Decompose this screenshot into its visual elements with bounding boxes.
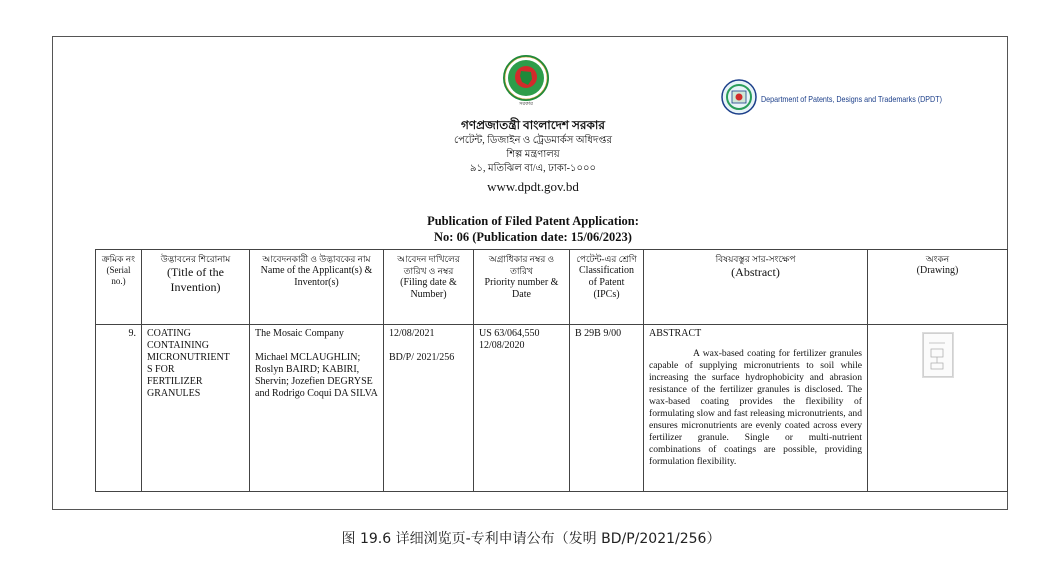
- seal-label: সরকার: [519, 102, 533, 107]
- header-filing: আবেদন দাখিলের তারিখ ও নম্বর (Filing date & Number): [384, 250, 474, 325]
- office-address: ৯১, মতিঝিল বা/এ, ঢাকা-১০০০: [470, 163, 596, 174]
- header-priority: অগ্রাধিকার নম্বর ও তারিখ Priority number & Date: [474, 250, 570, 325]
- inventor-names: Michael MCLAUGHLIN; Roslyn BAIRD; KABIRI, Shervin; Jozefien DEGRYSE and Rodrigo Coqui DA SILVA: [255, 352, 378, 399]
- table-row: [96, 325, 1008, 492]
- priority-date: 12/08/2020: [479, 340, 525, 351]
- serial-number: 9.: [96, 325, 142, 492]
- dpdt-name: Department of Patents, Designs and Trademarks (DPDT): [761, 94, 942, 104]
- abstract-heading: ABSTRACT: [649, 328, 702, 339]
- filing-number: BD/P/ 2021/256: [389, 352, 455, 363]
- filing-date: 12/08/2021: [389, 328, 435, 339]
- abstract-text: A wax-based coating for fertilizer granules capable of supplying micronutrients to soil while increasing the surface hydrophobicity and abrasion resistance of the fertilizer granules is disclosed. The wax-based coating provides the flexibility of formulating slow and fast releasing micronutrients, and ensures micronutrients are evenly coated across every fertilizer granule. Single or multi-nutrient combinations of coatings are possible, providing formulation flexibility.: [649, 348, 862, 467]
- header-ipc: পেটেন্ট-এর শ্রেণি Classification of Patent (IPCs): [570, 250, 644, 325]
- drawing-cell: [868, 325, 1008, 492]
- invention-title: COATING CONTAINING MICRONUTRIENT S FOR FERTILIZER GRANULES: [142, 325, 250, 492]
- abstract-cell: [644, 325, 868, 492]
- dpdt-logo-icon: [721, 79, 757, 115]
- website-url: www.dpdt.gov.bd: [487, 179, 579, 194]
- header-title: উদ্ভাবনের শিরোনাম (Title of the Invention): [142, 250, 250, 325]
- drawing-thumbnail-icon[interactable]: [922, 332, 954, 378]
- header-drawing: অংকন (Drawing): [868, 250, 1008, 325]
- header-abstract: বিষয়বস্তুর সার-সংক্ষেপ (Abstract): [644, 250, 868, 325]
- publication-heading: [353, 213, 713, 245]
- bangladesh-government-seal-icon: [503, 55, 549, 101]
- priority-info: [474, 325, 570, 492]
- header-serial: ক্রমিক নং (Serial no.): [96, 250, 142, 325]
- office-name: পেটেন্ট, ডিজাইন ও ট্রেডমার্কস অধিদপ্তর: [454, 135, 612, 146]
- patent-table: [95, 249, 1008, 492]
- applicant-name: The Mosaic Company: [255, 328, 344, 339]
- publication-line-1: Publication of Filed Patent Application:: [427, 214, 639, 228]
- document-page: [52, 36, 1008, 510]
- table-header-row: [96, 250, 1008, 325]
- publication-line-2: No: 06 (Publication date: 15/06/2023): [434, 230, 632, 244]
- ipc-classification: B 29B 9/00: [570, 325, 644, 492]
- header-applicant: আবেদনকারী ও উদ্ভাবকের নাম Name of the Applicant(s) & Inventor(s): [250, 250, 384, 325]
- priority-number: US 63/064,550: [479, 328, 540, 339]
- government-header: [383, 117, 683, 196]
- ministry-name: শিল্প মন্ত্রণালয়: [506, 149, 560, 160]
- applicant-inventors: [250, 325, 384, 492]
- government-title: গণপ্রজাতন্ত্রী বাংলাদেশ সরকার: [460, 118, 606, 132]
- filing-info: [384, 325, 474, 492]
- figure-caption: 图 19.6 详细浏览页-专利申请公布（发明 BD/P/2021/256）: [341, 531, 721, 547]
